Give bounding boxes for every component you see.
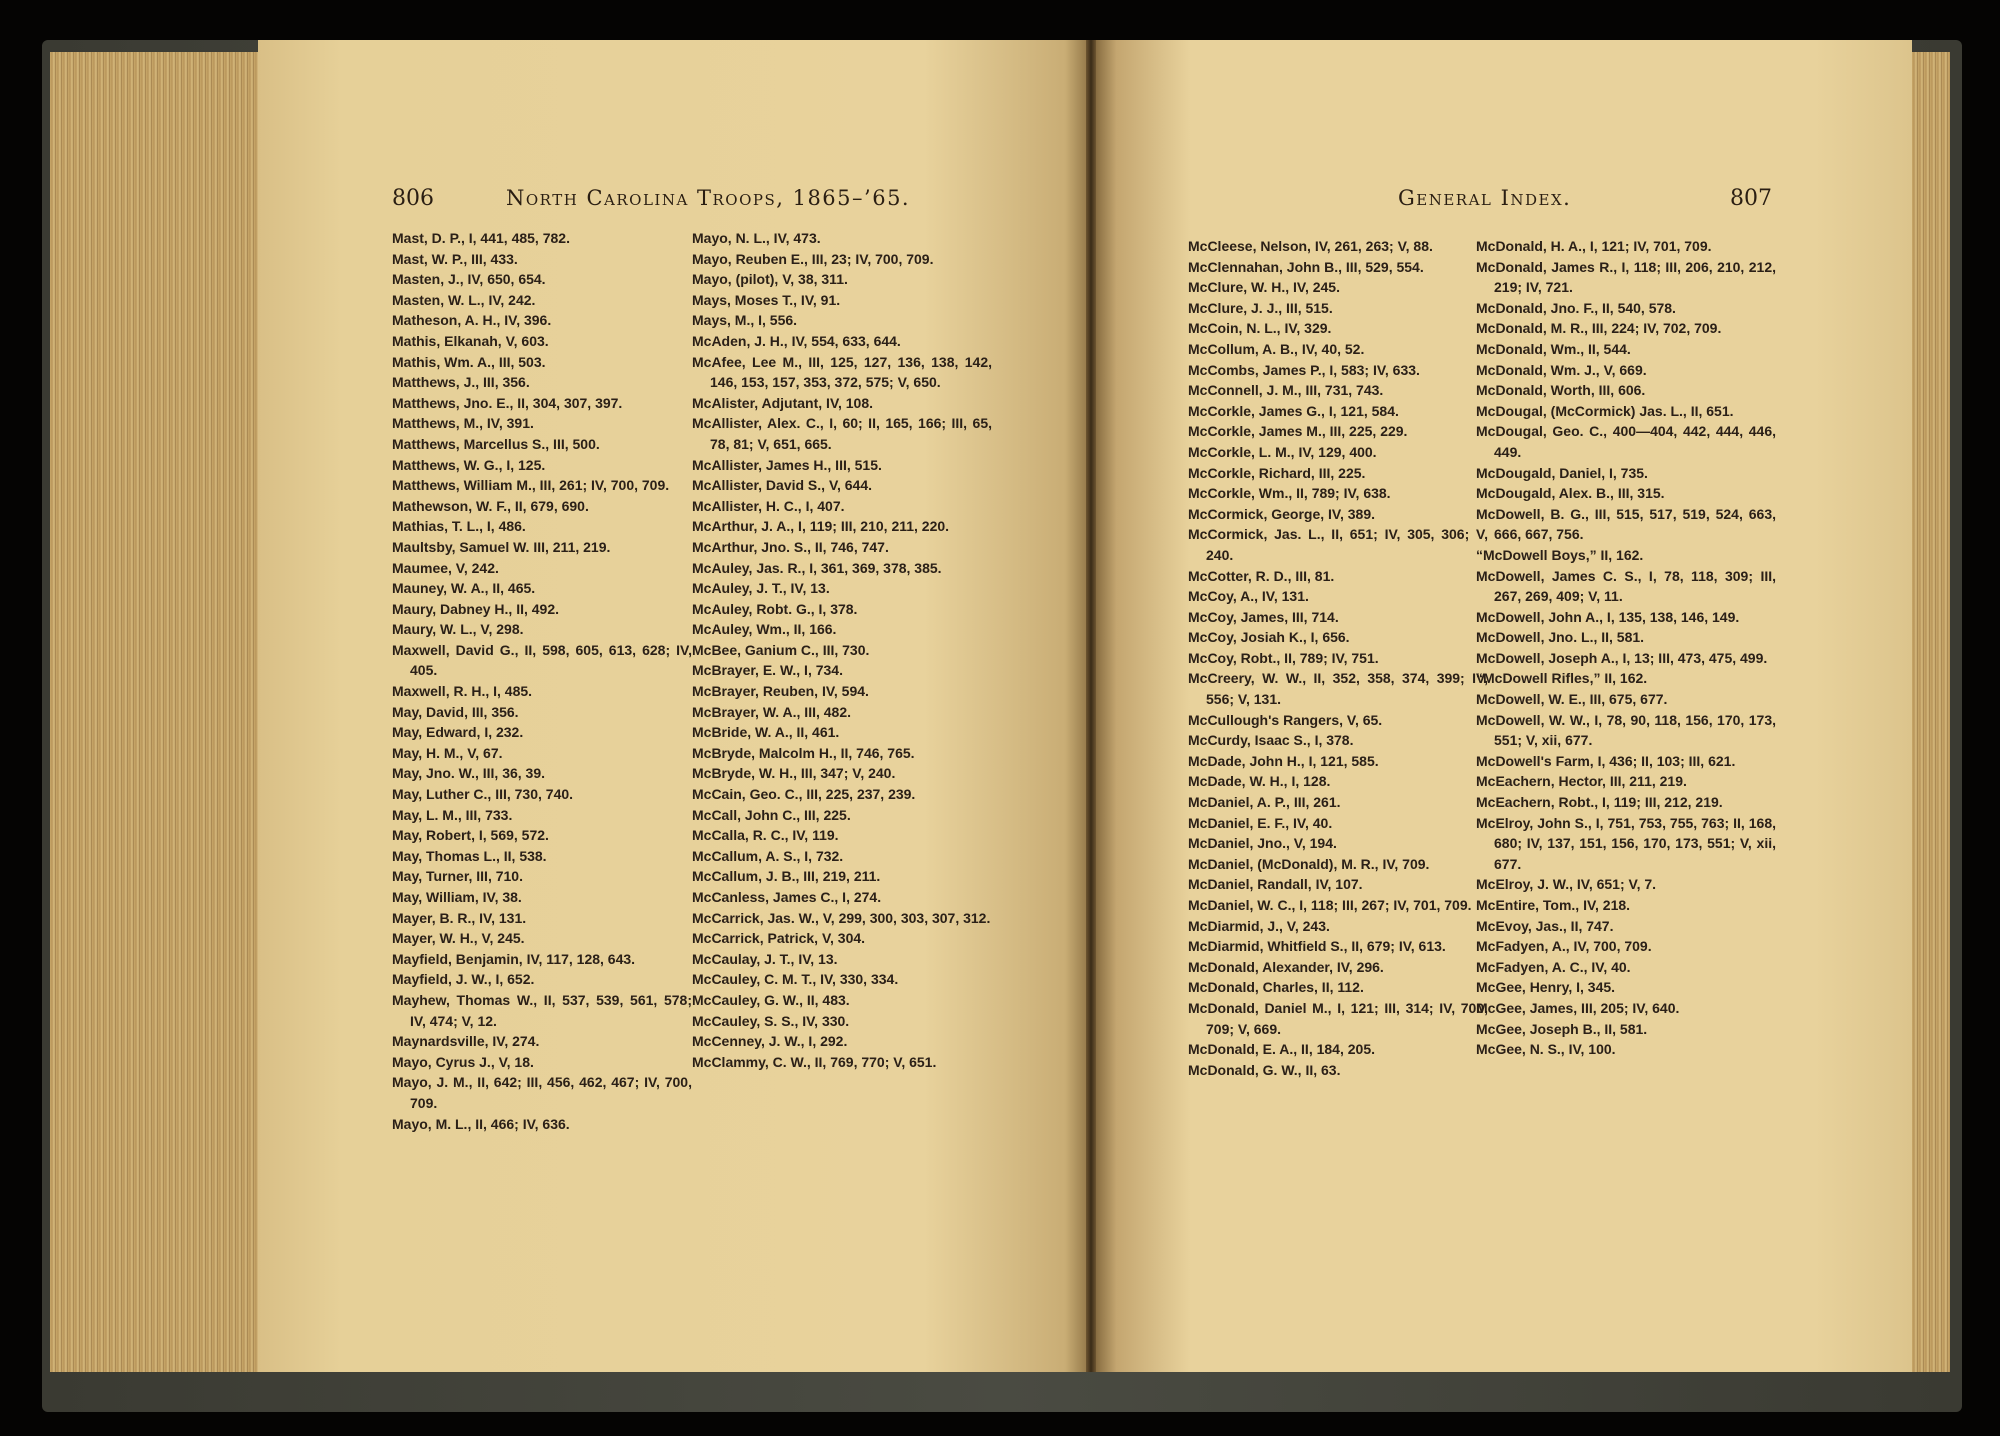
index-entry: McAuley, Wm., II, 166. [692,621,837,638]
index-entry: McFadyen, A., IV, 700, 709. [1476,938,1652,955]
index-entry: Matthews, Jno. E., II, 304, 307, 397. [392,394,623,411]
index-entry: Mathias, T. L., I, 486. [392,518,526,535]
index-entry: McDiarmid, J., V, 243. [1188,917,1330,934]
index-entry: McDonald, James R., I, 118; III, 206, 210, 212, 219; IV, 721. [1476,258,1776,296]
index-entry: McDade, W. H., I, 128. [1188,773,1331,790]
index-entry: McCain, Geo. C., III, 225, 237, 239. [692,786,916,803]
index-entry: McCoy, Josiah K., I, 656. [1188,629,1350,646]
index-entry: McCallum, J. B., III, 219, 211. [692,868,881,885]
index-entry: McClammy, C. W., II, 769, 770; V, 651. [692,1053,937,1070]
index-entry: McCorkle, James M., III, 225, 229. [1188,423,1408,440]
index-entry: McDaniel, Randall, IV, 107. [1188,876,1363,893]
index-entry: McCullough's Rangers, V, 65. [1188,711,1383,728]
index-entry: Matthews, William M., III, 261; IV, 700, 709. [392,477,670,494]
index-entry: McCollum, A. B., IV, 40, 52. [1188,340,1365,357]
left-index-column-1 [392,228,692,1134]
index-entry: Mayo, Cyrus J., V, 18. [392,1053,534,1070]
index-entry: McAllister, David S., V, 644. [692,477,873,494]
index-entry: McCurdy, Isaac S., I, 378. [1188,732,1354,749]
index-entry: McCauley, G. W., II, 483. [692,991,850,1008]
index-entry: Mayo, J. M., II, 642; III, 456, 462, 467; IV, 700, 709. [392,1074,692,1111]
index-entry: McCarrick, Patrick, V, 304. [692,930,866,947]
page-edges-left [50,52,265,1372]
index-entry: McDonald, Charles, II, 112. [1188,979,1364,996]
index-entry: May, Jno. W., III, 36, 39. [392,765,546,782]
index-entry: May, David, III, 356. [392,703,519,720]
index-entry: McCanless, James C., I, 274. [692,889,882,905]
index-entry: McGee, Henry, I, 345. [1476,979,1616,996]
index-entry: Mast, W. P., III, 433. [392,250,518,267]
index-entry: McDaniel, A. P., III, 261. [1188,794,1341,811]
index-entry: May, Turner, III, 710. [392,868,523,885]
index-entry: McBrayer, E. W., I, 734. [692,662,843,679]
index-entry: McBryde, Malcolm H., II, 746, 765. [692,744,915,761]
index-entry: McDonald, M. R., III, 224; IV, 702, 709. [1476,320,1722,337]
index-entry: McCoin, N. L., IV, 329. [1188,320,1332,337]
index-entry: McClennahan, John B., III, 529, 554. [1188,258,1424,275]
index-entry: McAllister, Alex. C., I, 60; II, 165, 166; III, 65, 78, 81; V, 651, 665. [692,415,992,452]
index-entry: McEachern, Hector, III, 211, 219. [1476,773,1687,790]
index-entry: McBride, W. A., II, 461. [692,724,840,741]
index-entry: Matthews, J., III, 356. [392,374,530,391]
index-entry: McDougal, Geo. C., 400—404, 442, 444, 446, 449. [1476,423,1776,460]
index-entry: McDonald, H. A., I, 121; IV, 701, 709. [1476,238,1712,254]
index-entry: McAllister, James H., III, 515. [692,456,882,473]
index-entry: May, William, IV, 38. [392,889,522,905]
index-entry: McDonald, Worth, III, 606. [1476,382,1646,399]
index-entry: McBrayer, W. A., III, 482. [692,703,851,720]
index-entry: McDowell, W. W., I, 78, 90, 118, 156, 170, 173, 551; V, xii, 677. [1476,711,1776,749]
right-index-column-2 [1476,236,1776,1060]
index-entry: McCauley, C. M. T., IV, 330, 334. [692,971,899,988]
index-entry: Mayer, B. R., IV, 131. [392,909,527,926]
index-entry: McCleese, Nelson, IV, 261, 263; V, 88. [1188,238,1433,254]
index-entry: McGee, Joseph B., II, 581. [1476,1020,1648,1037]
index-entry: McCorkle, L. M., IV, 129, 400. [1188,443,1377,460]
index-entry: McCaulay, J. T., IV, 13. [692,950,838,967]
index-entry: Mayo, Reuben E., III, 23; IV, 700, 709. [692,250,934,267]
left-index-column-2 [692,228,992,1072]
index-entry: Mathewson, W. F., II, 679, 690. [392,497,589,514]
index-entry: McDonald, Alexander, IV, 296. [1188,958,1384,975]
index-entry: Matheson, A. H., IV, 396. [392,312,552,329]
index-entry: McConnell, J. M., III, 731, 743. [1188,382,1384,399]
index-entry: McDaniel, E. F., IV, 40. [1188,814,1333,831]
index-entry: McEvoy, Jas., II, 747. [1476,917,1614,934]
index-entry: Maumee, V, 242. [392,559,499,576]
index-entry: McEntire, Tom., IV, 218. [1476,897,1631,913]
index-entry: McAden, J. H., IV, 554, 633, 644. [692,332,901,349]
index-entry: McCallum, A. S., I, 732. [692,847,844,864]
index-entry: McAlister, Adjutant, IV, 108. [692,394,874,411]
index-entry: McCoy, A., IV, 131. [1188,588,1309,605]
index-entry: McDougald, Alex. B., III, 315. [1476,485,1665,502]
index-entry: Mayhew, Thomas W., II, 537, 539, 561, 578; IV, 474; V, 12. [392,991,692,1029]
book-gutter [1086,40,1096,1372]
index-entry: Mays, Moses T., IV, 91. [692,291,841,308]
index-entry: Maynardsville, IV, 274. [392,1033,540,1050]
index-entry: McDonald, Daniel M., I, 121; III, 314; IV, 700, 709; V, 669. [1188,999,1488,1037]
index-entry: McDaniel, W. C., I, 118; III, 267; IV, 701, 709. [1188,897,1472,913]
index-entry: Mayo, N. L., IV, 473. [692,230,821,246]
index-entry: McDowell's Farm, I, 436; II, 103; III, 621. [1476,752,1736,769]
index-entry: McDougald, Daniel, I, 735. [1476,464,1648,481]
index-entry: McCarrick, Jas. W., V, 299, 300, 303, 307, 312. [692,909,991,926]
index-entry: McBryde, W. H., III, 347; V, 240. [692,765,896,782]
index-entry: McElroy, John S., I, 751, 753, 755, 763; II, 168, 680; IV, 137, 151, 156, 170, 173, 551; V, xii, 677. [1476,814,1776,872]
index-entry: Matthews, Marcellus S., III, 500. [392,435,600,452]
index-entry: McDonald, Jno. F., II, 540, 578. [1476,299,1676,316]
index-entry: McCenney, J. W., I, 292. [692,1033,848,1050]
index-entry: Mayo, M. L., II, 466; IV, 636. [392,1115,570,1132]
index-entry: McCalla, R. C., IV, 119. [692,827,839,844]
index-entry: McCorkle, Richard, III, 225. [1188,464,1366,481]
index-entry: May, H. M., V, 67. [392,744,503,761]
index-entry: McCombs, James P., I, 583; IV, 633. [1188,361,1420,378]
index-entry: McBrayer, Reuben, IV, 594. [692,683,869,700]
index-entry: McCormick, George, IV, 389. [1188,505,1376,522]
index-entry: “McDowell Rifles,” II, 162. [1476,670,1648,687]
index-entry: Mathis, Wm. A., III, 503. [392,353,546,370]
index-entry: McDowell, John A., I, 135, 138, 146, 149. [1476,608,1740,625]
index-entry: Maxwell, David G., II, 598, 605, 613, 628; IV, 405. [392,641,692,679]
index-entry: Masten, J., IV, 650, 654. [392,271,546,288]
index-entry: Mays, M., I, 556. [692,312,798,329]
index-entry: May, Edward, I, 232. [392,724,524,741]
index-entry: McDaniel, Jno., V, 194. [1188,835,1337,852]
right-page-number: 807 [1730,186,1772,211]
index-entry: May, Luther C., III, 730, 740. [392,786,574,803]
index-entry: McDonald, Wm., II, 544. [1476,340,1631,357]
index-entry: Matthews, M., IV, 391. [392,415,534,432]
left-page-number: 806 [392,186,434,211]
index-entry: Masten, W. L., IV, 242. [392,291,536,308]
index-entry: Mayfield, Benjamin, IV, 117, 128, 643. [392,950,636,967]
index-entry: McDonald, Wm. J., V, 669. [1476,361,1647,378]
index-entry: McBee, Ganium C., III, 730. [692,641,870,658]
index-entry: McArthur, Jno. S., II, 746, 747. [692,538,889,555]
index-entry: McAllister, H. C., I, 407. [692,497,845,514]
right-index-column-1 [1188,236,1488,1080]
index-entry: Maultsby, Samuel W. III, 211, 219. [392,538,611,555]
index-entry: McCotter, R. D., III, 81. [1188,567,1335,584]
index-entry: McDiarmid, Whitfield S., II, 679; IV, 613. [1188,938,1446,955]
index-entry: McDowell, Jno. L., II, 581. [1476,629,1645,646]
index-entry: Mathis, Elkanah, V, 603. [392,332,549,349]
index-entry: McClure, J. J., III, 515. [1188,299,1333,316]
index-entry: McDaniel, (McDonald), M. R., IV, 709. [1188,855,1430,872]
index-entry: McElroy, J. W., IV, 651; V, 7. [1476,876,1657,893]
index-entry: McCall, John C., III, 225. [692,806,851,823]
index-entry: McDowell, W. E., III, 675, 677. [1476,691,1668,708]
index-entry: McGee, James, III, 205; IV, 640. [1476,999,1680,1016]
index-entry: McCreery, W. W., II, 352, 358, 374, 399; IV, 556; V, 131. [1188,670,1488,708]
index-entry: Maury, Dabney H., II, 492. [392,600,560,617]
index-entry: McAuley, Jas. R., I, 361, 369, 378, 385. [692,559,942,576]
right-running-title: General Index. [1398,186,1572,210]
index-entry: “McDowell Boys,” II, 162. [1476,546,1644,563]
index-entry: McDowell, Joseph A., I, 13; III, 473, 475, 499. [1476,649,1768,666]
index-entry: Mayfield, J. W., I, 652. [392,971,535,988]
index-entry: McCoy, Robt., II, 789; IV, 751. [1188,649,1379,666]
index-entry: Matthews, W. G., I, 125. [392,456,546,473]
left-running-title: North Carolina Troops, 1865–’65. [506,186,911,210]
index-entry: McDowell, B. G., III, 515, 517, 519, 524, 663, 666, 667, 756. [1476,505,1776,543]
index-entry: McArthur, J. A., I, 119; III, 210, 211, 220. [692,518,950,535]
index-entry: Maxwell, R. H., I, 485. [392,683,533,700]
index-entry: May, Thomas L., II, 538. [392,847,547,864]
index-entry: McCauley, S. S., IV, 330. [692,1012,850,1029]
index-entry: McDonald, G. W., II, 63. [1188,1061,1341,1078]
index-entry: Mayer, W. H., V, 245. [392,930,525,947]
index-entry: McDade, John H., I, 121, 585. [1188,752,1379,769]
index-entry: McCorkle, Wm., II, 789; IV, 638. [1188,485,1391,502]
index-entry: Mayo, (pilot), V, 38, 311. [692,271,848,288]
index-entry: McClure, W. H., IV, 245. [1188,279,1340,296]
index-entry: McAfee, Lee M., III, 125, 127, 136, 138, 142, 146, 153, 157, 353, 372, 575; V, 650. [692,353,992,391]
index-entry: May, Robert, I, 569, 572. [392,827,549,844]
index-entry: McAuley, Robt. G., I, 378. [692,600,858,617]
index-entry: McAuley, J. T., IV, 13. [692,580,830,597]
index-entry: McDougal, (McCormick) Jas. L., II, 651. [1476,402,1734,419]
index-entry: McCorkle, James G., I, 121, 584. [1188,402,1399,419]
index-entry: McEachern, Robt., I, 119; III, 212, 219. [1476,794,1723,811]
index-entry: McFadyen, A. C., IV, 40. [1476,958,1631,975]
index-entry: McGee, N. S., IV, 100. [1476,1041,1616,1058]
index-entry: May, L. M., III, 733. [392,806,513,823]
index-entry: Maury, W. L., V, 298. [392,621,524,638]
index-entry: Mauney, W. A., II, 465. [392,580,536,597]
index-entry: McDowell, James C. S., I, 78, 118, 309; III, 267, 269, 409; V, 11. [1476,567,1776,605]
index-entry: Mast, D. P., I, 441, 485, 782. [392,230,570,246]
index-entry: McCormick, Jas. L., II, 651; IV, 305, 306; V, 240. [1188,526,1488,563]
index-entry: McDonald, E. A., II, 184, 205. [1188,1041,1375,1058]
index-entry: McCoy, James, III, 714. [1188,608,1339,625]
